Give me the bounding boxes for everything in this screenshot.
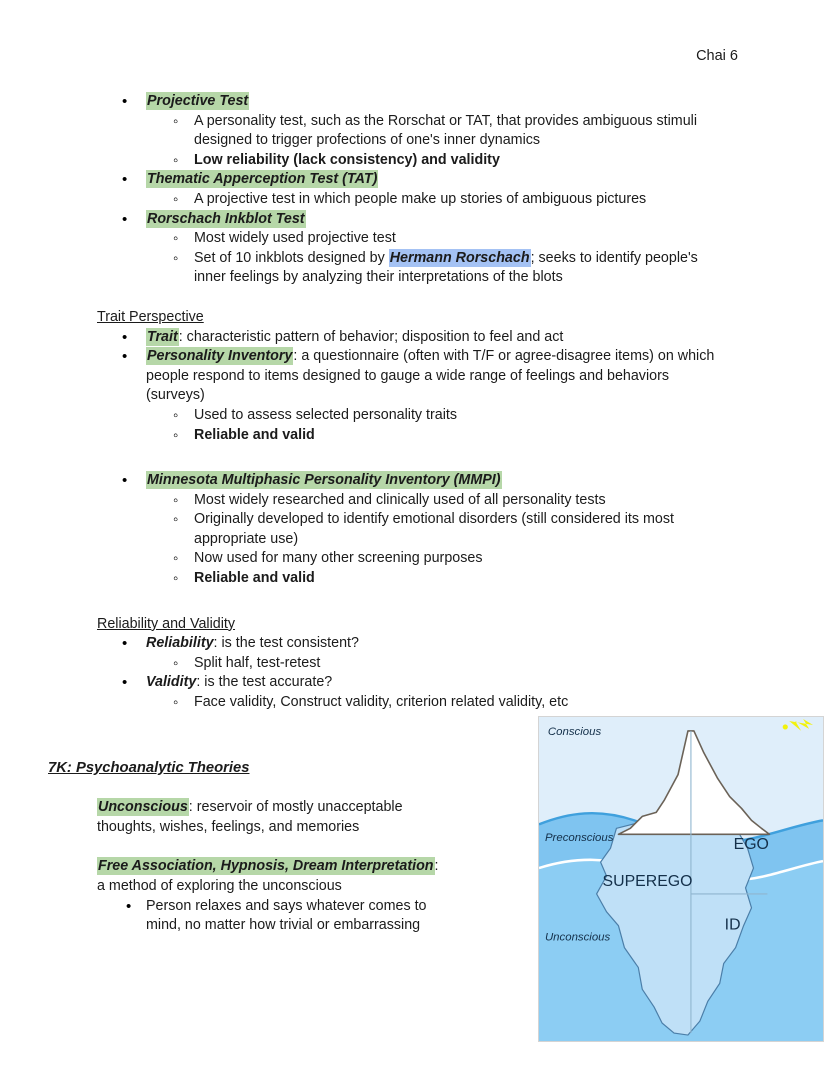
list-item (0, 569, 760, 589)
list-item-text: Split half, test-retest (194, 654, 321, 671)
list-item-text (146, 328, 720, 348)
bullet-circle-icon (173, 510, 178, 532)
bullet-circle-icon (173, 491, 178, 513)
label-ego: EGO (733, 836, 769, 854)
bullet-circle-icon (173, 151, 178, 173)
spacer (0, 589, 760, 615)
bullet-circle-icon (173, 112, 178, 134)
text-fragment: : a questionnaire (often with T/F or agree-disagree items) on which people respond to items designed to gauge a wide range of feelings and behaviors (surveys) (146, 348, 715, 404)
text-fragment: : reservoir of mostly unacceptable thoughts, wishes, feelings, and memories (97, 799, 403, 835)
bullet-circle-icon (173, 190, 178, 212)
bullet-circle-icon (173, 569, 178, 591)
list-item-text: A projective test in which people make up stories of ambiguous pictures (194, 190, 647, 207)
bullet-disc-icon (122, 328, 127, 348)
list-item (0, 328, 760, 348)
list-item-text: Face validity, Construct validity, criterion related validity, etc (194, 694, 569, 711)
list-item-text: Used to assess selected personality traits (194, 406, 458, 423)
bullet-circle-icon (173, 249, 178, 271)
list-item-text (146, 347, 720, 406)
bullet-disc-icon (122, 347, 127, 367)
spacer (0, 445, 760, 471)
list-item (0, 491, 760, 511)
list-item-text: Originally developed to identify emotional disorders (still considered its most appropriate use) (194, 511, 674, 547)
list-item (0, 426, 760, 446)
list-item (0, 673, 760, 693)
bullet-disc-icon (122, 210, 127, 230)
spacer (0, 288, 760, 308)
list-item (0, 210, 760, 230)
list-item (0, 406, 760, 426)
bullet-circle-icon (173, 229, 178, 251)
list-item-text (146, 673, 720, 693)
list-item-text: Most widely used projective test (194, 230, 396, 247)
bullet-disc-icon (126, 897, 131, 917)
list-item (0, 634, 760, 654)
yellow-marker-dot-icon (783, 724, 788, 729)
list-item (0, 510, 760, 549)
list-item-text (194, 249, 720, 288)
list-item-text: Reliable and valid (194, 570, 315, 587)
list-item-text (146, 92, 720, 112)
label-unconscious: Unconscious (544, 931, 611, 944)
label-id: ID (724, 916, 741, 934)
page-header (0, 48, 828, 65)
list-item-text: A personality test, such as the Rorschat or TAT, that provides ambiguous stimuli designed to trigger profections of one's inner dynamics (194, 112, 698, 149)
bullet-circle-icon (173, 549, 178, 571)
list-item (0, 112, 760, 151)
highlighted-term: Free Association, Hypnosis, Dream Interpretation (98, 858, 434, 875)
label-preconscious: Preconscious (544, 832, 614, 845)
list-item-text (146, 170, 720, 190)
list-item-text: Now used for many other screening purposes (194, 550, 483, 567)
list-item-text (146, 471, 720, 491)
list-item (0, 170, 760, 190)
section-heading: Reliability and Validity (97, 615, 236, 632)
text-fragment: Set of 10 inkblots designed by (194, 249, 389, 266)
highlighted-name: Hermann Rorschach (389, 249, 530, 266)
highlighted-term: Unconscious (98, 799, 188, 816)
list-item (0, 249, 760, 288)
bullet-circle-icon (173, 406, 178, 428)
list-item (0, 190, 760, 210)
list-item-text: Low reliability (lack consistency) and validity (194, 151, 500, 168)
text-fragment: : is the test consistent? (213, 635, 359, 652)
highlighted-term: Thematic Apperception Test (TAT) (147, 171, 378, 188)
list-item-text: Reliable and valid (194, 426, 315, 443)
term: Reliability (146, 635, 214, 652)
highlighted-term: Rorschach Inkblot Test (147, 210, 305, 227)
bullet-circle-icon (173, 426, 178, 448)
label-superego: SUPEREGO (602, 872, 693, 890)
bullet-circle-icon (173, 693, 178, 715)
highlighted-term: Minnesota Multiphasic Personality Inventory (MMPI) (147, 472, 501, 489)
list-item (0, 92, 760, 112)
list-item-text: Person relaxes and says whatever comes to mind, no matter how trivial or embarrassing (146, 897, 427, 934)
list-item-text (146, 634, 720, 654)
bullet-disc-icon (122, 92, 127, 112)
list-item-text: Most widely researched and clinically used of all personality tests (194, 491, 606, 508)
list-item-text (146, 210, 720, 230)
list-item (0, 549, 760, 569)
page-label: Chai 6 (696, 48, 738, 64)
iceberg-svg (539, 717, 823, 1041)
term: Validity (146, 674, 197, 691)
text-fragment: : characteristic pattern of behavior; disposition to feel and act (178, 328, 564, 345)
text-fragment: : a method of exploring the unconscious (97, 858, 439, 894)
highlighted-term: Trait (147, 328, 178, 345)
bullet-disc-icon (122, 673, 127, 693)
section-heading: Trait Perspective (97, 308, 204, 325)
text-fragment: : is the test accurate? (196, 674, 333, 691)
highlighted-term: Personality Inventory (147, 348, 293, 365)
list-item (0, 654, 760, 674)
bullet-circle-icon (173, 654, 178, 676)
list-item (0, 471, 760, 491)
section-heading-major: 7K: Psychoanalytic Theories (48, 759, 250, 776)
list-item (0, 229, 760, 249)
text-fragment: ; seeks to identify people's inner feelings by analyzing their interpretations of the blots (194, 249, 698, 286)
bullet-disc-icon (122, 634, 127, 654)
freud-iceberg-figure (538, 716, 824, 1042)
bullet-disc-icon (122, 170, 127, 190)
bullet-disc-icon (122, 471, 127, 491)
highlighted-term: Projective Test (147, 93, 249, 109)
list-item (0, 693, 760, 713)
list-item (0, 347, 760, 406)
label-conscious: Conscious (547, 725, 602, 738)
list-item (0, 151, 760, 171)
